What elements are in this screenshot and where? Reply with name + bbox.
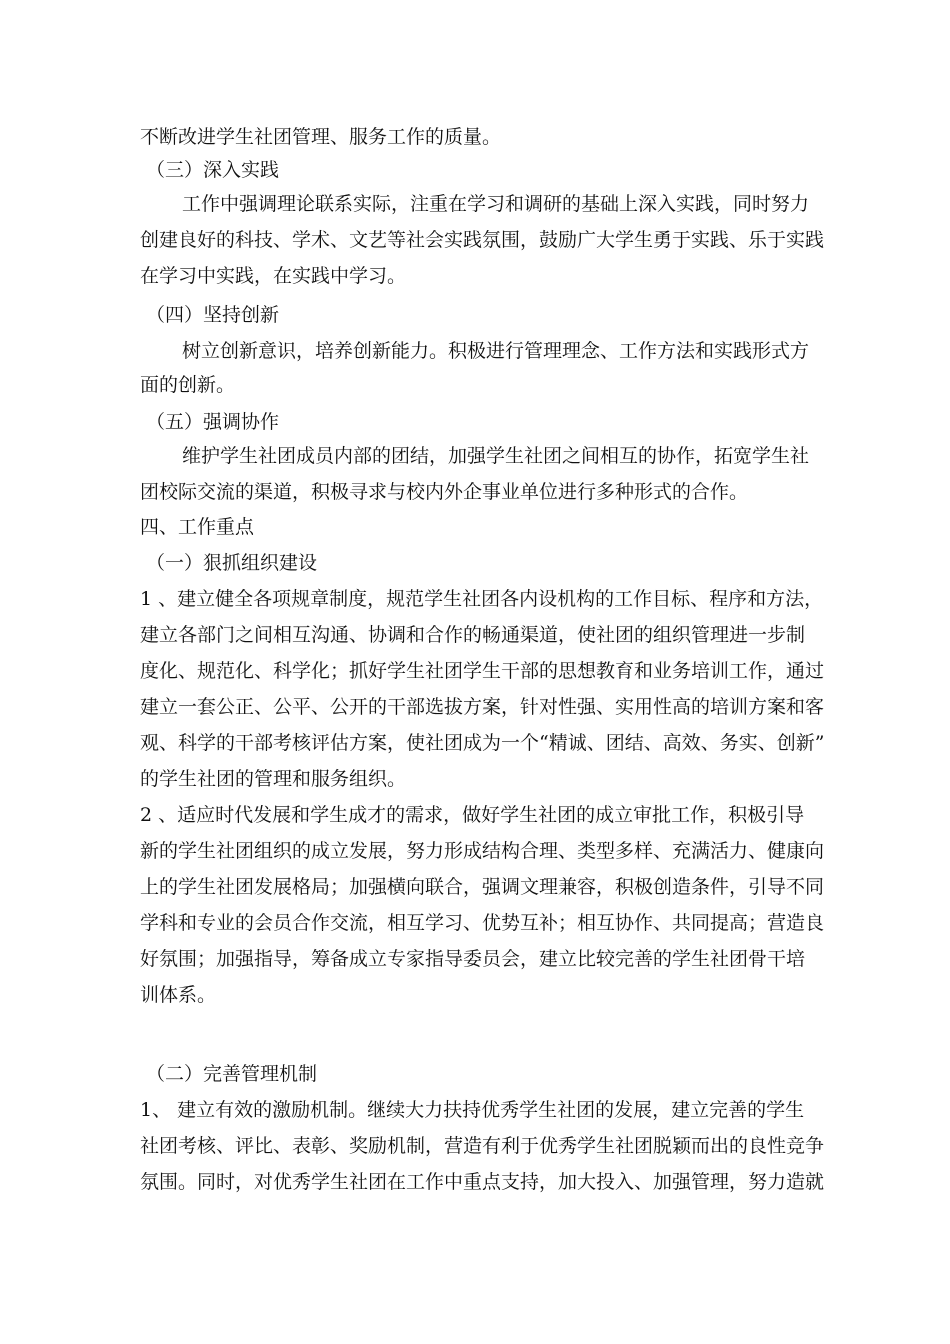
section-heading-1: （一）狠抓组织建设 (146, 552, 318, 574)
paragraph-line: 度化、规范化、科学化；抓好学生社团学生干部的思想教育和业务培训工作，通过 (140, 660, 825, 682)
paragraph-line: 不断改进学生社团管理、服务工作的质量。 (140, 126, 502, 148)
paragraph-line: 创建良好的科技、学术、文艺等社会实践氛围，鼓励广大学生勇于实践、乐于实践 (140, 229, 825, 251)
section-heading-5: （五）强调协作 (146, 411, 280, 433)
paragraph-line: 1 、建立健全各项规章制度，规范学生社团各内设机构的工作目标、程序和方法， (140, 588, 824, 610)
paragraph-line: 训体系。 (140, 984, 217, 1006)
section-heading-4: （四）坚持创新 (146, 304, 280, 326)
paragraph-line: 观、科学的干部考核评估方案，使社团成为一个“精诚、团结、高效、务实、创新” (140, 732, 825, 754)
paragraph-line: 工作中强调理论联系实际，注重在学习和调研的基础上深入实践，同时努力 (182, 193, 810, 215)
section-heading-main: 四、工作重点 (140, 516, 255, 538)
paragraph-line: 2 、适应时代发展和学生成才的需求，做好学生社团的成立审批工作，积极引导 (140, 804, 805, 826)
paragraph-line: 在学习中实践，在实践中学习。 (140, 265, 407, 287)
paragraph-line: 树立创新意识，培养创新能力。积极进行管理理念、工作方法和实践形式方 (182, 340, 810, 362)
section-heading-3: （三）深入实践 (146, 159, 280, 181)
paragraph-line: 1、 建立有效的激励机制。继续大力扶持优秀学生社团的发展，建立完善的学生 (140, 1099, 805, 1121)
paragraph-line: 建立各部门之间相互沟通、协调和合作的畅通渠道，使社团的组织管理进一步制 (140, 624, 806, 646)
paragraph-line: 学科和专业的会员合作交流，相互学习、优势互补；相互协作、共同提高；营造良 (140, 912, 825, 934)
paragraph-line: 维护学生社团成员内部的团结，加强学生社团之间相互的协作，拓宽学生社 (182, 445, 810, 467)
paragraph-line: 好氛围；加强指导，筹备成立专家指导委员会，建立比较完善的学生社团骨干培 (140, 948, 806, 970)
section-heading-2: （二）完善管理机制 (146, 1063, 318, 1085)
paragraph-line: 氛围。同时，对优秀学生社团在工作中重点支持，加大投入、加强管理，努力造就 (140, 1171, 825, 1193)
paragraph-line: 上的学生社团发展格局；加强横向联合，强调文理兼容，积极创造条件，引导不同 (140, 876, 825, 898)
paragraph-line: 的学生社团的管理和服务组织。 (140, 768, 407, 790)
paragraph-line: 新的学生社团组织的成立发展，努力形成结构合理、类型多样、充满活力、健康向 (140, 840, 825, 862)
paragraph-line: 团校际交流的渠道，积极寻求与校内外企事业单位进行多种形式的合作。 (140, 481, 749, 503)
paragraph-line: 建立一套公正、公平、公开的干部选拔方案，针对性强、实用性高的培训方案和客 (140, 696, 825, 718)
paragraph-line: 社团考核、评比、表彰、奖励机制，营造有利于优秀学生社团脱颖而出的良性竞争 (140, 1135, 825, 1157)
paragraph-line: 面的创新。 (140, 374, 236, 396)
